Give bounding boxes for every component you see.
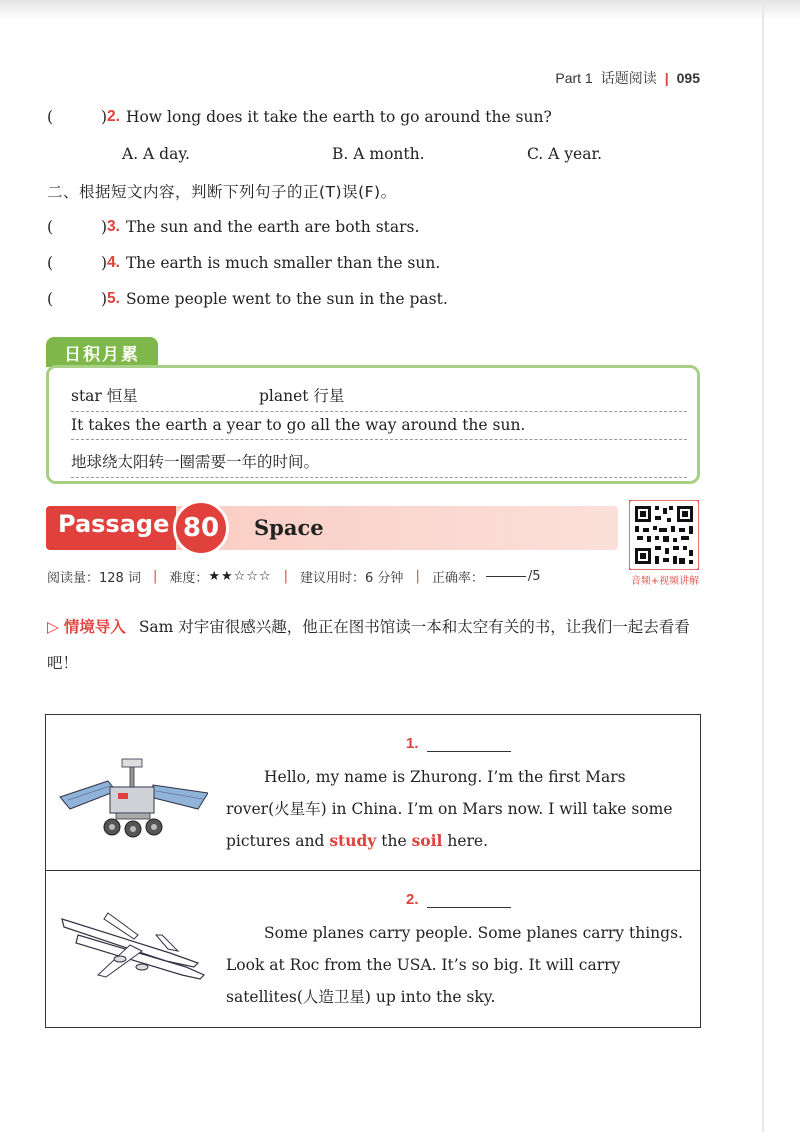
question-number: 3. — [107, 218, 120, 235]
accuracy-total: /5 — [527, 569, 541, 584]
vocab-tab: 日积月累 — [46, 337, 158, 367]
airplane-icon — [58, 905, 208, 985]
qr-label: 音频+视频讲解 — [630, 576, 700, 587]
vocab-sentence-en: It takes the earth a year to go all the way around the sun. — [71, 416, 687, 440]
question-5 — [47, 290, 448, 308]
header-part: Part 1 — [555, 70, 593, 86]
page-header — [555, 68, 700, 88]
vocab-words — [71, 384, 687, 412]
answer-blank[interactable]: ( ) — [47, 254, 107, 272]
row-divider — [46, 870, 700, 871]
option-a: A. A day. — [122, 145, 190, 163]
section-2-title: 二、根据短文内容，判断下列句子的正(T)误(F)。 — [47, 183, 397, 201]
question-text: Some people went to the sun in the past. — [125, 290, 448, 308]
vocab-word-planet: planet 行星 — [259, 387, 345, 405]
vocab-box — [46, 365, 700, 484]
qr-code-icon[interactable] — [629, 500, 699, 570]
difficulty-label: 难度： — [169, 571, 209, 586]
question-2 — [47, 108, 552, 126]
passage-table — [45, 714, 701, 1028]
highlight-study: study — [329, 831, 377, 850]
passage-title: Space — [254, 515, 324, 540]
passage-label: Passage — [58, 510, 170, 538]
accuracy-blank[interactable] — [486, 576, 526, 577]
difficulty-stars: ★★☆☆☆ — [208, 569, 272, 584]
question-text: How long does it take the earth to go around the sun? — [125, 108, 552, 126]
page-number: 095 — [676, 70, 700, 86]
question-text: The sun and the earth are both stars. — [125, 218, 420, 236]
mars-rover-icon — [58, 753, 208, 843]
intro-label: 情境导入 — [63, 618, 126, 636]
header-divider: | — [664, 70, 669, 86]
item-2-number: 2. — [406, 891, 511, 908]
question-number: 4. — [107, 254, 120, 271]
item-1-answer-blank[interactable] — [427, 737, 511, 752]
page-top-shadow — [0, 0, 800, 20]
question-number: 5. — [107, 290, 120, 307]
question-4 — [47, 254, 440, 272]
page-edge — [762, 0, 764, 1132]
option-b: B. A month. — [332, 145, 425, 163]
item-2-text: Some planes carry people. Some planes carry things. Look at Roc from the USA. It’s so big. It will carry satellites(人造卫星) up into the sky. — [226, 924, 683, 1006]
answer-blank[interactable]: ( ) — [47, 108, 107, 126]
answer-blank[interactable]: ( ) — [47, 290, 107, 308]
vocab-sentence-cn: 地球绕太阳转一圈需要一年的时间。 — [71, 450, 687, 478]
question-3 — [47, 218, 419, 236]
item-2-answer-blank[interactable] — [427, 893, 511, 908]
word-count: 阅读量：128 词 — [47, 571, 141, 586]
highlight-soil: soil — [411, 831, 443, 850]
question-number: 2. — [107, 108, 120, 125]
accuracy-label: 正确率： — [431, 571, 484, 586]
intro-text: Sam 对宇宙很感兴趣，他正在图书馆读一本和太空有关的书，让我们一起去看看吧！ — [47, 618, 690, 672]
vocab-word-star: star 恒星 — [71, 387, 138, 405]
answer-blank[interactable]: ( ) — [47, 218, 107, 236]
intro — [47, 609, 702, 681]
item-1-number: 1. — [406, 735, 511, 752]
question-text: The earth is much smaller than the sun. — [125, 254, 441, 272]
suggested-time: 建议用时：6 分钟 — [300, 571, 404, 586]
header-topic: 话题阅读 — [600, 70, 657, 86]
passage-meta: 阅读量：128 词 | 难度： ★★☆☆☆ | 建议用时：6 分钟 | 正确率： /5 — [47, 569, 541, 586]
play-triangle-icon: ▷ — [47, 618, 59, 636]
option-c: C. A year. — [527, 145, 603, 163]
item-1-text: Hello, my name is Zhurong. I’m the first Mars rover(火星车) in China. I’m on Mars now. I will take some pictures and study the soil here. — [226, 768, 673, 850]
passage-number: 80 — [173, 500, 229, 556]
